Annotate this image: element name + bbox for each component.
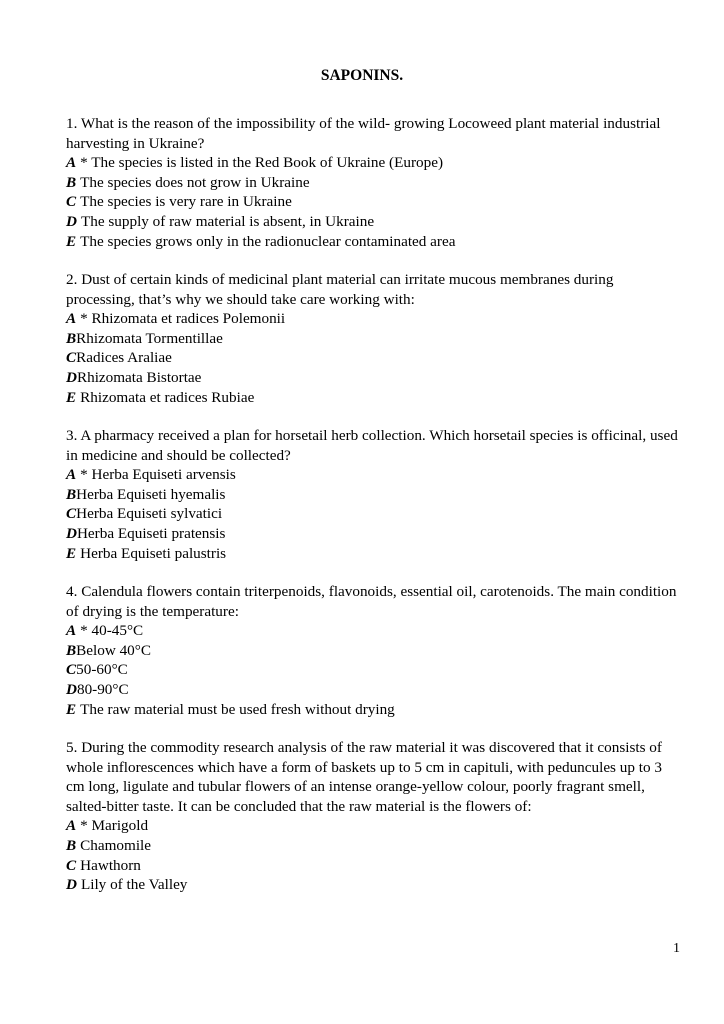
- option-text: Herba Equiseti pratensis: [76, 524, 226, 542]
- option-text: * The species is listed in the Red Book of Ukraine (Europe): [80, 154, 444, 172]
- option-e: [66, 700, 682, 720]
- option-text: 80-90°C: [76, 680, 129, 698]
- option-c: [66, 660, 682, 680]
- option-b: [66, 173, 682, 193]
- option-letter: A: [66, 466, 77, 484]
- option-letter: C: [66, 661, 77, 679]
- option-d: [66, 212, 682, 232]
- option-letter: C: [66, 193, 77, 211]
- option-b: [66, 485, 682, 505]
- option-letter: D: [66, 876, 77, 894]
- option-letter: A: [66, 817, 77, 835]
- option-text: The supply of raw material is absent, in Ukraine: [80, 212, 375, 230]
- option-d: [66, 680, 682, 700]
- question-stem: 5. During the commodity research analysis of the raw material it was discovered that it consists of whole inflorescences which have a form of baskets up to 5 cm in capituli, with peduncules up to 3 cm long, ligulate and tubular flowers of an intense orange-yellow colour, poorly fragrant smell, salted-bitter taste. It can be concluded that the raw material is the flowers of:: [66, 739, 662, 815]
- option-letter: A: [66, 310, 77, 328]
- option-letter: D: [66, 368, 77, 386]
- option-letter: B: [66, 836, 77, 854]
- option-text: 50-60°C: [76, 661, 128, 679]
- question-stem: 2. Dust of certain kinds of medicinal plant material can irritate mucous membranes during processing, that’s why we should take care working with:: [66, 271, 614, 308]
- option-text: Rhizomata Bistortae: [76, 368, 202, 386]
- option-b: [66, 836, 682, 856]
- option-text: Rhizomata Tormentillae: [76, 329, 223, 347]
- question-stem: 4. Calendula flowers contain triterpenoids, flavonoids, essential oil, carotenoids. The main condition of drying is the temperature:: [66, 583, 677, 620]
- option-c: [66, 348, 682, 368]
- option-text: Lily of the Valley: [80, 876, 188, 894]
- option-a: [66, 816, 682, 836]
- option-letter: B: [66, 173, 77, 191]
- option-letter: E: [66, 388, 77, 406]
- option-a: [66, 621, 682, 641]
- option-text: Radices Araliae: [76, 349, 172, 367]
- option-text: Herba Equiseti palustris: [80, 544, 227, 562]
- option-e: [66, 544, 682, 564]
- option-c: [66, 856, 682, 876]
- question-5: [66, 738, 682, 895]
- option-letter: E: [66, 544, 77, 562]
- option-letter: C: [66, 349, 77, 367]
- option-a: [66, 465, 682, 485]
- option-text: Rhizomata et radices Rubiae: [80, 388, 255, 406]
- question-2: [66, 270, 682, 407]
- option-text: * 40-45°C: [80, 622, 144, 640]
- option-letter: C: [66, 856, 77, 874]
- option-text: The species grows only in the radionuclear contaminated area: [80, 232, 456, 250]
- question-1: [66, 114, 682, 251]
- page-title: SAPONINS.: [320, 67, 404, 84]
- option-letter: D: [66, 212, 77, 230]
- option-text: The raw material must be used fresh without drying: [80, 700, 395, 718]
- option-letter: B: [66, 329, 77, 347]
- option-text: * Herba Equiseti arvensis: [80, 466, 236, 484]
- option-text: Herba Equiseti hyemalis: [76, 485, 226, 503]
- option-text: The species does not grow in Ukraine: [80, 173, 310, 191]
- option-d: [66, 524, 682, 544]
- question-stem: 1. What is the reason of the impossibility of the wild- growing Locoweed plant material industrial harvesting in Ukraine?: [66, 115, 661, 152]
- option-d: [66, 875, 682, 895]
- option-letter: C: [66, 505, 77, 523]
- question-3: [66, 426, 682, 563]
- option-letter: E: [66, 700, 77, 718]
- option-e: [66, 388, 682, 408]
- option-text: Hawthorn: [80, 856, 141, 874]
- option-text: The species is very rare in Ukraine: [80, 193, 292, 211]
- option-b: [66, 641, 682, 661]
- option-letter: B: [66, 641, 77, 659]
- option-letter: E: [66, 232, 77, 250]
- option-letter: A: [66, 622, 77, 640]
- page-number: 1: [673, 941, 680, 956]
- option-b: [66, 329, 682, 349]
- option-d: [66, 368, 682, 388]
- option-e: [66, 232, 682, 252]
- option-a: [66, 309, 682, 329]
- option-text: Below 40°C: [76, 641, 151, 659]
- option-letter: B: [66, 485, 77, 503]
- question-4: [66, 582, 682, 719]
- option-text: * Marigold: [80, 817, 149, 835]
- question-stem: 3. A pharmacy received a plan for horsetail herb collection. Which horsetail species is officinal, used in medicine and should be collected?: [66, 427, 678, 464]
- option-letter: A: [66, 154, 77, 172]
- option-text: * Rhizomata et radices Polemonii: [80, 310, 286, 328]
- option-a: [66, 153, 682, 173]
- option-text: Herba Equiseti sylvatici: [76, 505, 223, 523]
- option-letter: D: [66, 680, 77, 698]
- option-letter: D: [66, 524, 77, 542]
- option-text: Chamomile: [80, 836, 152, 854]
- option-c: [66, 192, 682, 212]
- option-c: [66, 504, 682, 524]
